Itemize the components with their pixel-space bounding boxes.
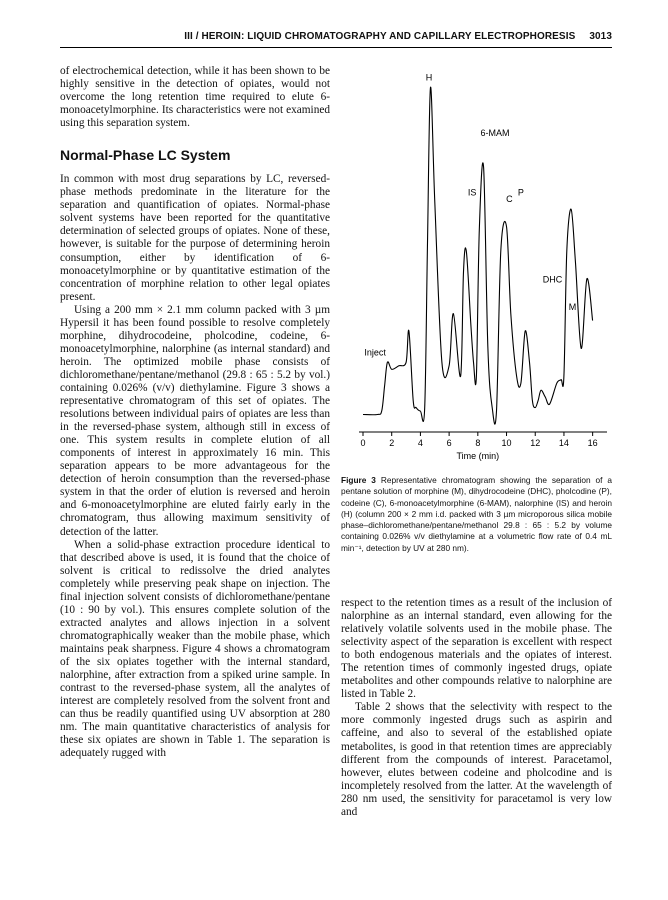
figure-label: Figure 3 — [341, 475, 376, 485]
paragraph-intro: of electrochemical detection, while it has been shown to be highly sensitive in the detection of opiates, would not overcome the long retention time required to elute 6-monoacetylmorphine. Its characteristics were not examined using this separation system. — [60, 65, 330, 130]
chromatogram-svg — [341, 62, 612, 462]
x-tick-label: 8 — [475, 438, 481, 448]
header-rule — [60, 47, 612, 48]
peak-label-inject: Inject — [364, 347, 386, 358]
peak-label-is: IS — [467, 187, 477, 198]
paragraph-normal-phase-3: When a solid-phase extraction procedure identical to that described above is used, it is found that the choice of solvent is critical to redissolve the dried analytes completely while preserving peak shape on injection. The final injection solvent consists of dichloromethane/pentane (10 : 90 by vol.). This ensures complete solution of the extracted analytes and allows injection in a solvent chromatographically weaker than the mobile phase, which maintains peak sharpness. Figure 4 shows a chromatogram of the six opiates together with the internal standard, nalorphine, after extraction from a spiked urine sample. In contrast to the reversed-phase system, all the analytes of interest are completely resolved from the solvent front and can thus be readily quantified using UV absorption at 280 nm. The main quantitative characteristics of analysis for these six opiates are shown in Table 1. The separation is adequately rugged with — [60, 538, 330, 760]
paragraph-normal-phase-2: Using a 200 mm × 2.1 mm column packed with 3 µm Hypersil it has been found possible to resolve completely morphine, dihydrocodeine, pholcodine, codeine, 6-monoacetylmorphine, nalorphine (as internal standard) and heroin. The optimized mobile phase consists of dichloromethane/pentane/methanol (29.8 : 65 : 5.2 by vol.) containing 0.026% (v/v) diethylamine. Figure 3 shows a representative chromatogram of this set of opiates. The resolutions between individual pairs of opiates are less than in the reversed-phase system, although still in excess of one. This system results in complete elution of all components of interest in approximately 16 min. This separation appears to be more advantageous for the detection of heroin consumption than the reversed-phase system in that the order of elution is reversed and heroin and 6-monoacetylmorphine are eluted fairly early in the chromatogram, thus allowing maximum sensitivity of detection of the latter. — [60, 303, 330, 538]
x-tick-label: 16 — [587, 438, 598, 448]
peak-label-p: P — [517, 187, 524, 198]
x-tick-label: 2 — [389, 438, 395, 448]
paragraph-right-2: Table 2 shows that the selectivity with respect to the more commonly ingested drugs such as aspirin and caffeine, and also to several of the established opiate metabolites, is good in that retention times are appreciably different from the compounds of interest. Paracetamol, however, elutes between codeine and pholcodine and is incompletely resolved from the latter. At the wavelength of 280 nm used, the sensitivity for paracetamol is very low and — [341, 701, 612, 818]
paragraph-normal-phase-1: In common with most drug separations by LC, reversed-phase methods predominate in the literature for the separation and quantification of opiates. Normal-phase solvent systems have been reported for the quantitative determination of selected groups of opiates. None of these, however, is suitable for the purpose of determining heroin consumption, either by identification of 6-monoacetylmorphine or by quantitative estimation of the concentration of morphine relation to other legal opiates present. — [60, 173, 330, 303]
paragraph-right-1: respect to the retention times as a result of the inclusion of nalorphine as an internal standard, even allowing for the relatively volatile solvents used in the mobile phase. The selectivity aspect of the separation is excellent with respect to both endogenous materials and the opiates of interest. The retention times of commonly ingested drugs, opiate metabolites and other compounds relative to nalorphine are listed in Table 2. — [341, 597, 612, 701]
chromatogram-trace — [363, 87, 593, 424]
running-head-title: III / HEROIN: LIQUID CHROMATOGRAPHY AND CAPILLARY ELECTROPHORESIS — [184, 31, 576, 42]
x-tick-label: 0 — [360, 438, 366, 448]
x-tick-label: 12 — [530, 438, 541, 448]
figure-caption-text: Representative chromatogram showing the separation of a pentane solution of morphine (M), dihydrocodeine (DHC), pholcodine (P), codeine (C), 6-monoacetylmorphine (6-MAM), nalorphine (IS) and heroin (H) (column 200 × 2 mm i.d. packed with 3 µm microporous silica mobile phase–dichloromethane/pentane/methanol 29.8 : 65 : 5.2 by volume containing 0.026% v/v diethylamine at a volumetric flow rate of 0.4 mL min⁻¹, detection by UV at 280 nm). — [341, 475, 612, 553]
peak-label-m: M — [568, 302, 577, 313]
running-head — [60, 31, 612, 45]
figure-caption — [341, 475, 612, 554]
right-column — [341, 597, 612, 819]
x-axis-label: Time (min) — [456, 451, 500, 461]
x-tick-label: 4 — [417, 438, 423, 448]
peak-label-dhc: DHC — [542, 274, 563, 285]
x-tick-label: 14 — [558, 438, 569, 448]
x-tick-label: 6 — [446, 438, 452, 448]
x-tick-label: 10 — [501, 438, 512, 448]
figure-3-chromatogram — [341, 62, 612, 462]
peak-label-h: H — [425, 72, 433, 83]
left-column — [60, 65, 330, 760]
section-heading: Normal-Phase LC System — [60, 147, 231, 164]
peak-label-6-mam: 6-MAM — [480, 128, 510, 139]
peak-label-c: C — [506, 194, 513, 205]
page-number: 3013 — [589, 31, 612, 42]
